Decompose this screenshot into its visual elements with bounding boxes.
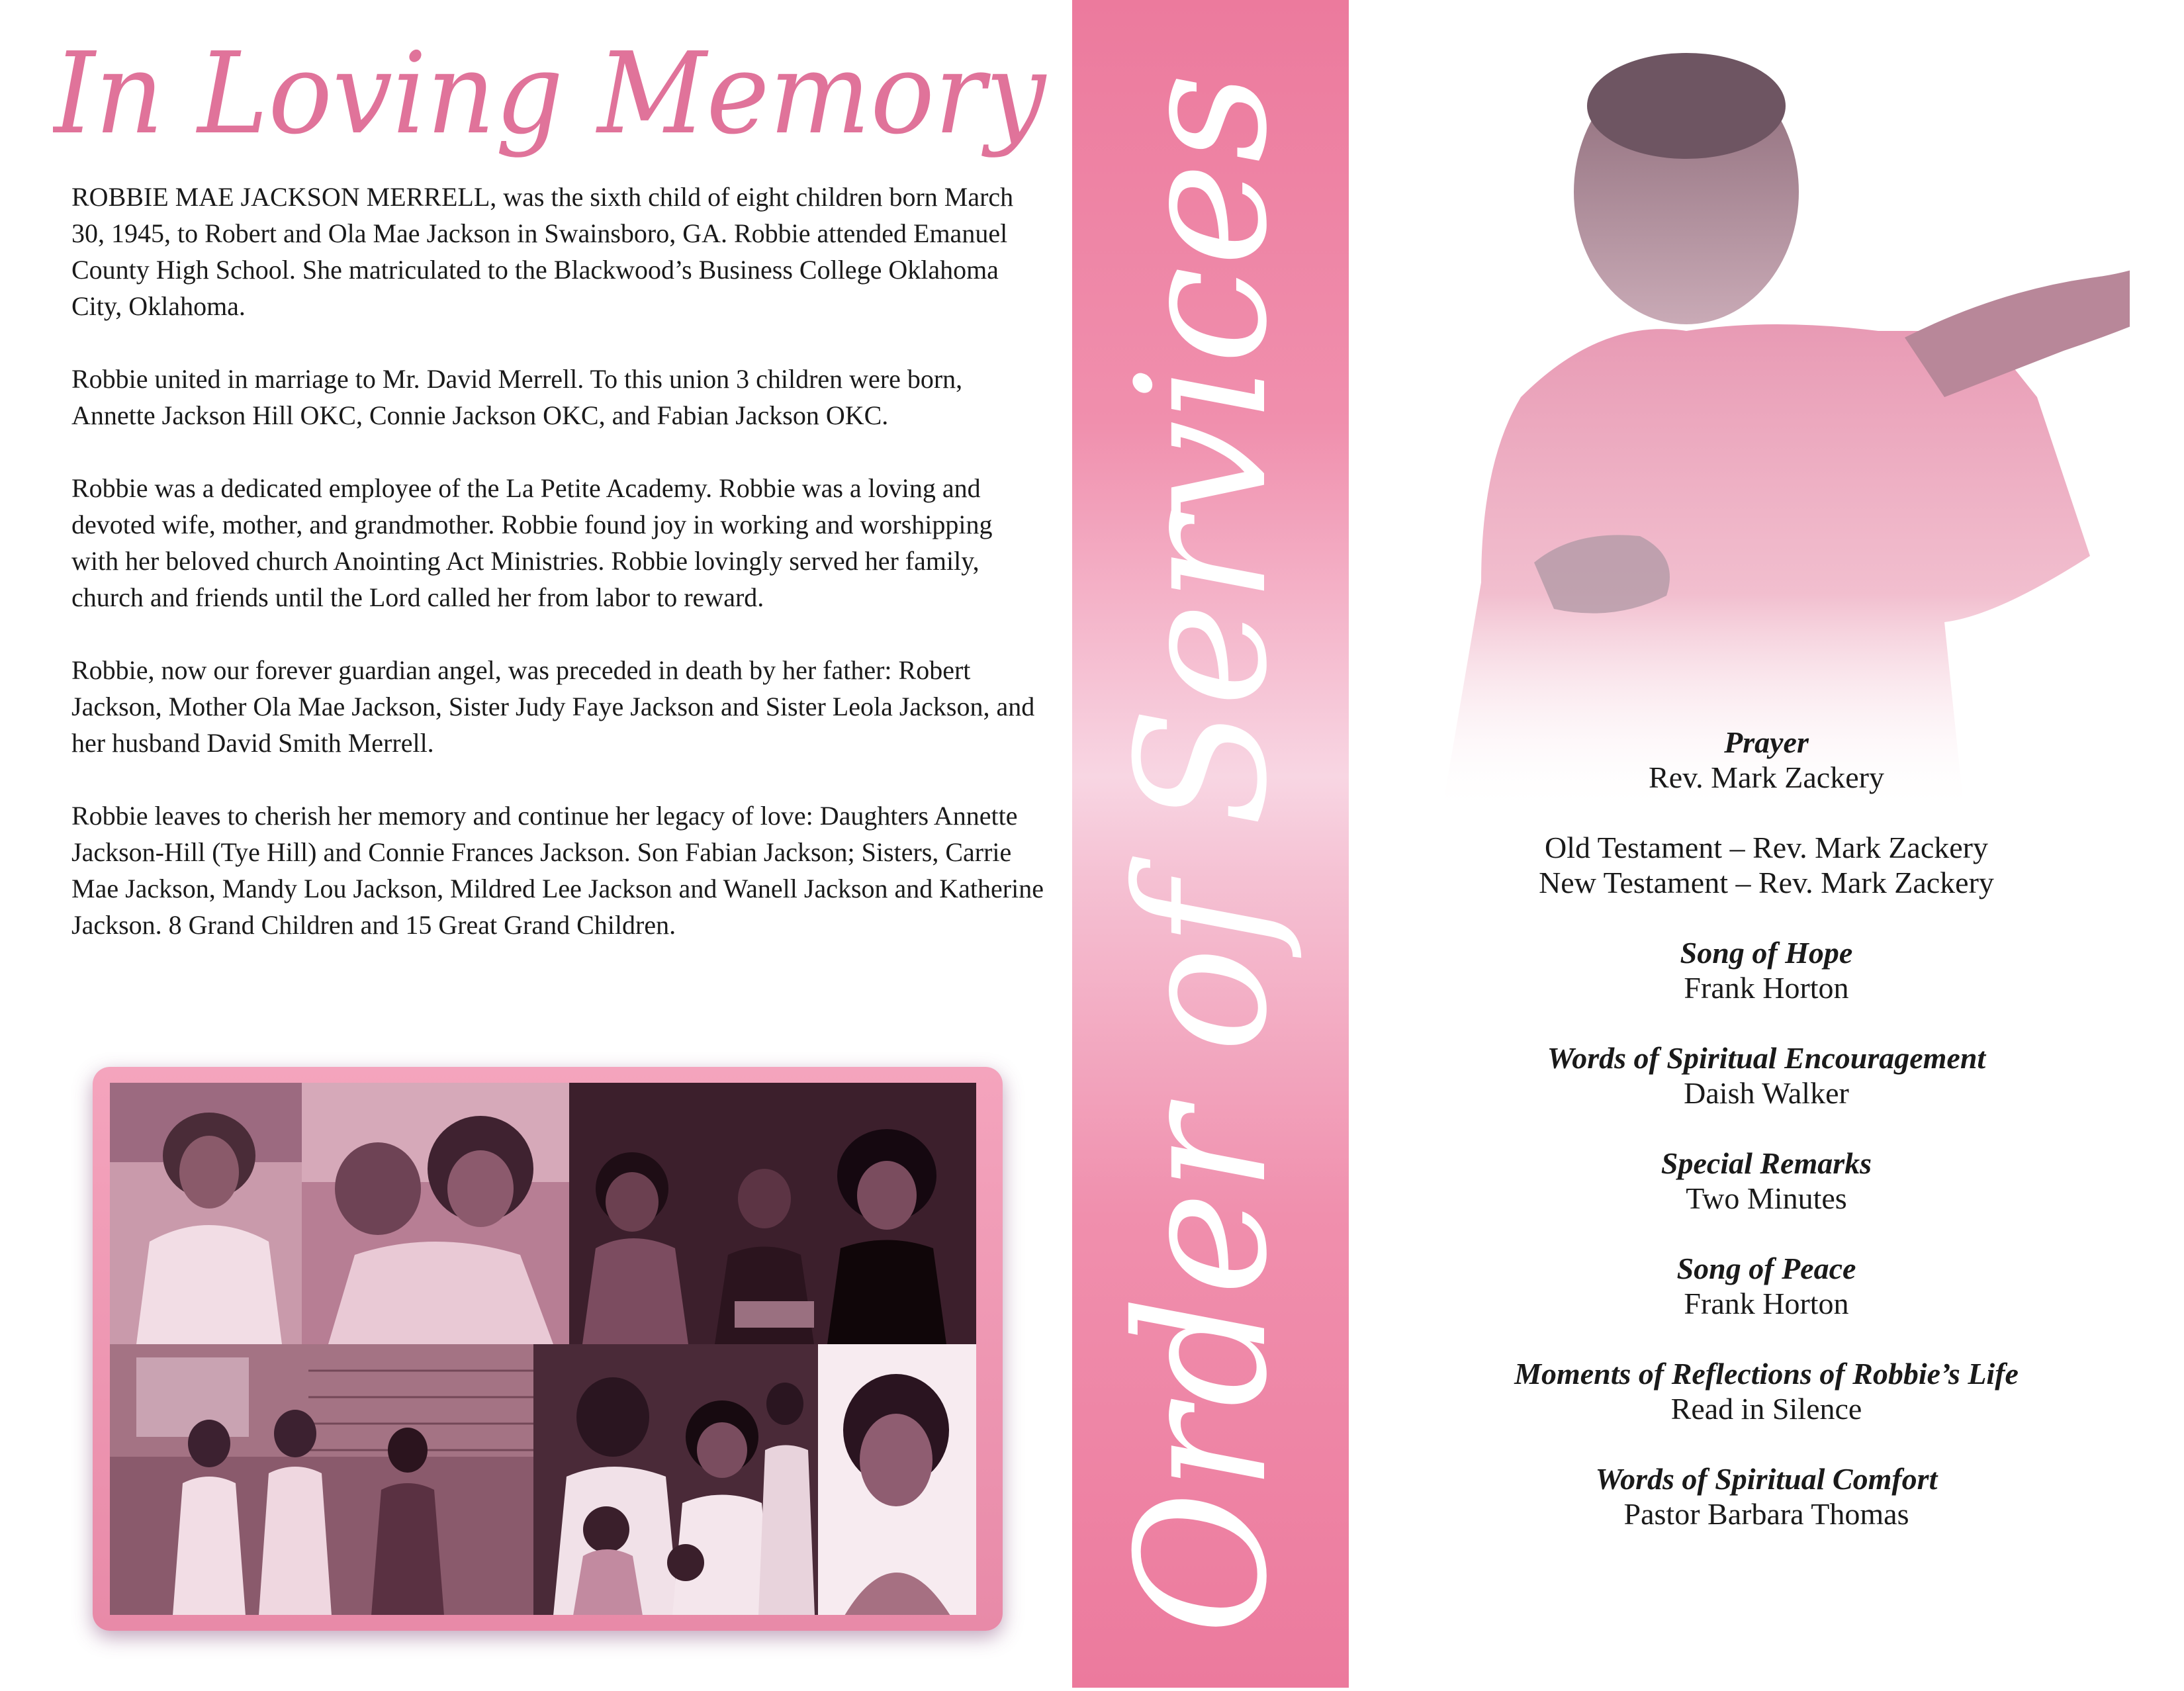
photo-women-by-wall bbox=[110, 1344, 533, 1615]
obituary-paragraph: Robbie united in marriage to Mr. David Merrell. To this union 3 children were born, Annette Jackson Hill OKC, Connie Jackson OKC, and Fabian Jackson OKC. bbox=[71, 364, 963, 430]
program-item-prayer bbox=[1349, 725, 2184, 795]
program-detail: Old Testament – Rev. Mark Zackery bbox=[1545, 831, 1988, 864]
program-item-song-of-peace bbox=[1349, 1251, 2184, 1321]
program-detail: Rev. Mark Zackery bbox=[1649, 760, 1884, 794]
obituary-text bbox=[71, 179, 1044, 980]
program-item-comfort bbox=[1349, 1461, 2184, 1531]
in-loving-memory-title bbox=[53, 26, 1059, 165]
program-heading: Moments of Reflections of Robbie’s Life bbox=[1514, 1357, 2019, 1391]
obituary-paragraph: Robbie was a dedicated employee of the La Petite Academy. Robbie was a loving and devoted wife, mother, and grandmother. Robbie found joy in working and worshipping with her beloved church Anointing Act Ministries. Robbie lovingly served her family, church and friends until the Lord called her from labor to reward. bbox=[71, 473, 993, 612]
program-heading: Words of Spiritual Encouragement bbox=[1547, 1041, 1986, 1075]
title-text: In Loving Memory bbox=[53, 28, 1047, 160]
photo-three-at-table bbox=[569, 1083, 976, 1344]
program-heading: Prayer bbox=[1724, 725, 1809, 759]
program-detail: Pastor Barbara Thomas bbox=[1623, 1497, 1909, 1531]
program-detail: Read in Silence bbox=[1670, 1392, 1862, 1426]
program-item-reflections bbox=[1349, 1356, 2184, 1426]
program-list bbox=[1349, 725, 2184, 1567]
photo-family-portrait bbox=[533, 1344, 818, 1615]
photo-young-woman bbox=[110, 1083, 302, 1344]
program-heading: Words of Spiritual Comfort bbox=[1595, 1462, 1938, 1496]
program-item-special-remarks bbox=[1349, 1146, 2184, 1216]
left-panel bbox=[0, 0, 1072, 1688]
photo-headshot bbox=[818, 1344, 976, 1615]
order-of-services-title bbox=[1072, 0, 1349, 1688]
band-title-text: Order of Services bbox=[1098, 40, 1306, 1635]
collage-inner bbox=[110, 1083, 985, 1615]
program-item-scripture bbox=[1349, 830, 2184, 900]
program-heading: Song of Peace bbox=[1676, 1252, 1856, 1285]
obituary-paragraph: ROBBIE MAE JACKSON MERRELL, was the sixth child of eight children born March 30, 1945, to Robert and Ola Mae Jackson in Swainsboro, GA. Robbie attended Emanuel County High School. She matriculated to the Blackwood’s Business College Oklahoma City, Oklahoma. bbox=[71, 182, 1014, 321]
photo-collage bbox=[93, 1067, 1003, 1631]
portrait-photo bbox=[1402, 53, 2130, 814]
obituary-paragraph: Robbie leaves to cherish her memory and continue her legacy of love: Daughters Annette Jackson-Hill (Tye Hill) and Connie Frances Jackson. Son Fabian Jackson; Sisters, Carrie Mae Jackson, Mandy Lou Jackson, Mildred Lee Jackson and Wanell Jackson and Katherine Jackson. 8 Grand Children and 15 Great Grand Children. bbox=[71, 801, 1044, 940]
program-heading: Special Remarks bbox=[1661, 1146, 1872, 1180]
program-detail: Daish Walker bbox=[1684, 1076, 1849, 1110]
program-heading: Song of Hope bbox=[1680, 936, 1853, 970]
program-detail: Frank Horton bbox=[1684, 971, 1849, 1005]
program-item-encouragement bbox=[1349, 1040, 2184, 1111]
program-detail: Frank Horton bbox=[1684, 1287, 1849, 1320]
program-item-song-of-hope bbox=[1349, 935, 2184, 1005]
order-of-services-band bbox=[1072, 0, 1349, 1688]
photo-woman-with-baby bbox=[302, 1083, 569, 1344]
program-detail: New Testament – Rev. Mark Zackery bbox=[1539, 866, 1994, 899]
obituary-paragraph: Robbie, now our forever guardian angel, was preceded in death by her father: Robert Jackson, Mother Ola Mae Jackson, Sister Judy Faye Jackson and Sister Leola Jackson, and her husband David Smith Merrell. bbox=[71, 655, 1035, 758]
program-detail: Two Minutes bbox=[1686, 1181, 1847, 1215]
right-panel bbox=[1349, 0, 2184, 1688]
